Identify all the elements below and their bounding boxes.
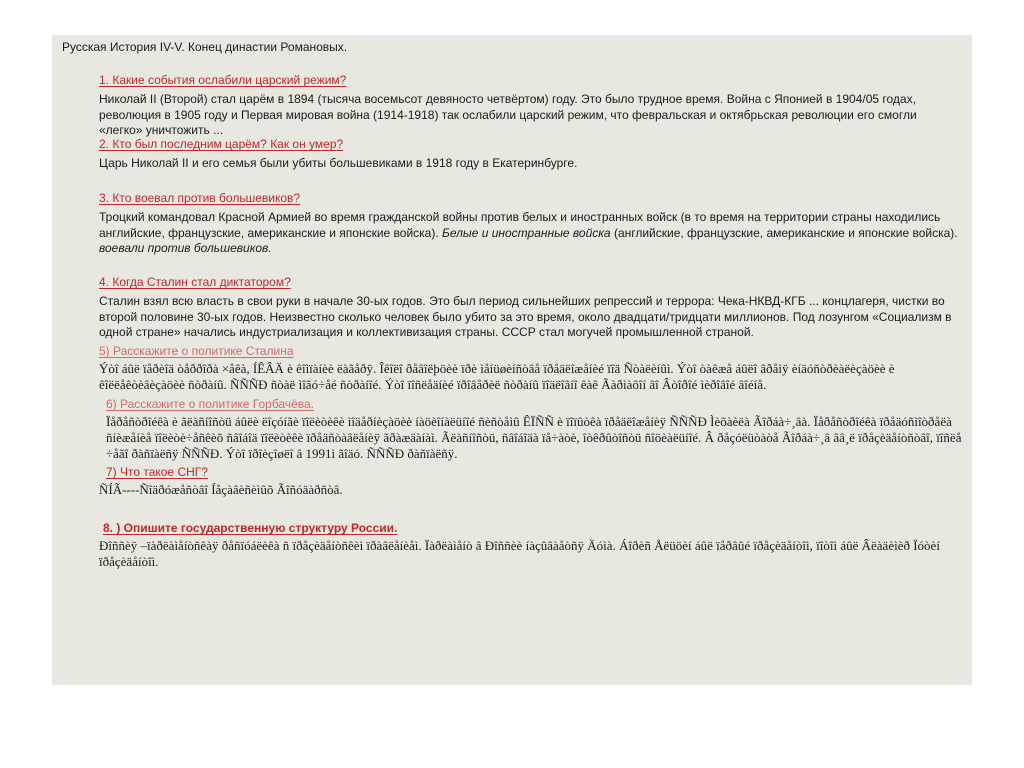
answer-5: Ýòî áûë ïåðèîä òåððîðà ×åêà, ÍÊÂÄ è êîìïàíèè ëàãåðÿ. Îêîëî ðåâîëþöèè ïðè ìåíüøèíñòâå ïðåäëîæåíèé ïîä Ñòàëèíûì. Ýòî òàêæå áûëî âðåìÿ èíäóñòðèàëèçàöèè è êîëëåêòèâèçàöèè ñòðàíû. ÑÑÑÐ ñòàë ìîãó÷åé ñòðàíîé. Ýòî ïîñëåäíèé ïðîâåðèë ñòðàíû ïîäëîãíî êàê Ãàðìàôîí âî Âòîðîé ìèðîâîé âîéíå. [99, 361, 895, 392]
answer-7: ÑÍÃ----Ñîäðóæåñòâî Íåçàâèñèìûõ Ãîñóäàðñòâ. [99, 482, 343, 497]
answer-3-italic-1: Белые и иностранные войска [442, 225, 611, 240]
answer-3-italic-2: воевали против большевиков. [99, 241, 272, 255]
answer-6: Ïåðåñòðîéêà è ãëàñíîñòü áûëè ëîçóíãè ïîëèòèêè ìîäåðíèçàöèè íàöèîíàëüíîé ñèñòåìû ÊÏÑÑ è ïîïûòêà ïðåäëîæåíèÿ ÑÑÑÐ Ìèõàèëà Ãîðáà÷¸âà. Ïåðåñòðîéêà ïðåäóñìîòðåëà ñíèæåíèå ïîëèòè÷åñêèõ ñâîáîä ïîëèòèêè ïðåäñòàâëåíèÿ ãðàæäàíàì. Ãëàñíîñòü, ñâîáîäà ïå÷àòè, îòêðûòîñòü ñîöèàëüíîé. Â ðåçóëüòàòå Ãîðáà÷¸â ââ¸ë ïðåçèäåíòñòâî, ïîñëå ÷åãî ðàñïàëñÿ ÑÑÑÐ. Ýòî ïðîèçîøëî â 1991ì ãîäó. ÑÑÑÐ ðàñïàëñÿ. [106, 414, 962, 461]
answer-3 [99, 210, 961, 257]
answer-4: Сталин взял всю власть в свои руки в начале 30-ых годов. Это был период сильнейших репрессий и террора: Чека-НКВД-КГБ ... концлагеря, чистки во второй половине 30-ых годов. Неизвестно сколько человек было убито за это время, около двадцати/тридцати миллионов. Под лозунгом «Социализм в одной стране» начались индустриализация и коллективизация страны. СССР стал могучей промышленной страной. [99, 294, 952, 339]
question-8: 8. ) Опишите государственную структуру России. [103, 521, 398, 535]
question-5: 5) Расскажите о политике Сталина [99, 344, 294, 358]
answer-2: Царь Николай II и его семья были убиты большевиками в 1918 году в Екатеринбурге. [99, 156, 578, 170]
question-4: 4. Когда Сталин стал диктатором? [99, 275, 291, 289]
page-title: Русская История IV-V. Конец династии Романовых. [62, 40, 348, 54]
question-6: 6) Расскажите о политике Горбачёва. [106, 397, 315, 411]
answer-8: Ðîññèÿ –ïàðëàìåíòñêàÿ ðåñïóáëèêà ñ ïðåçèäåíòñêèì ïðàâëåíèåì. Ïàðëàìåíò â Ðîññèè íàçûâàåòñÿ Äóìà. Áîðèñ Åëüöèí áûë ïåðâûé ïðåçèäåíòîì, ïîòîì áûë Âëàäèìèð Ïóòèí ïðåçèäåíòîì. [99, 538, 940, 569]
question-7: 7) Что такое СНГ? [106, 465, 208, 479]
question-3: 3. Кто воевал против большевиков? [99, 191, 301, 205]
slide-panel [52, 35, 972, 685]
question-2: 2. Кто был последним царём? Как он умер? [99, 137, 344, 151]
answer-3-text-1: Троцкий командовал Красной Армией во время гражданской войны против белых и иностранных войск (в то время на территории страны находились английские, французские, американские и японские войска). [99, 210, 941, 240]
answer-3-text-2: (английские, французские, американские и японские войска). [610, 225, 958, 240]
question-1: 1. Какие события ослабили царский режим? [99, 73, 347, 87]
answer-1: Николай II (Второй) стал царём в 1894 (тысяча восемьсот девяносто четвёртом) году. Это было трудное время. Война с Японией в 1904/05 годах, революция в 1905 году и Первая мировая война (1914-1918) так ослабили царский режим, что февральская и октябрьская революции его смогли «легко» уничтожить ... [99, 92, 917, 137]
